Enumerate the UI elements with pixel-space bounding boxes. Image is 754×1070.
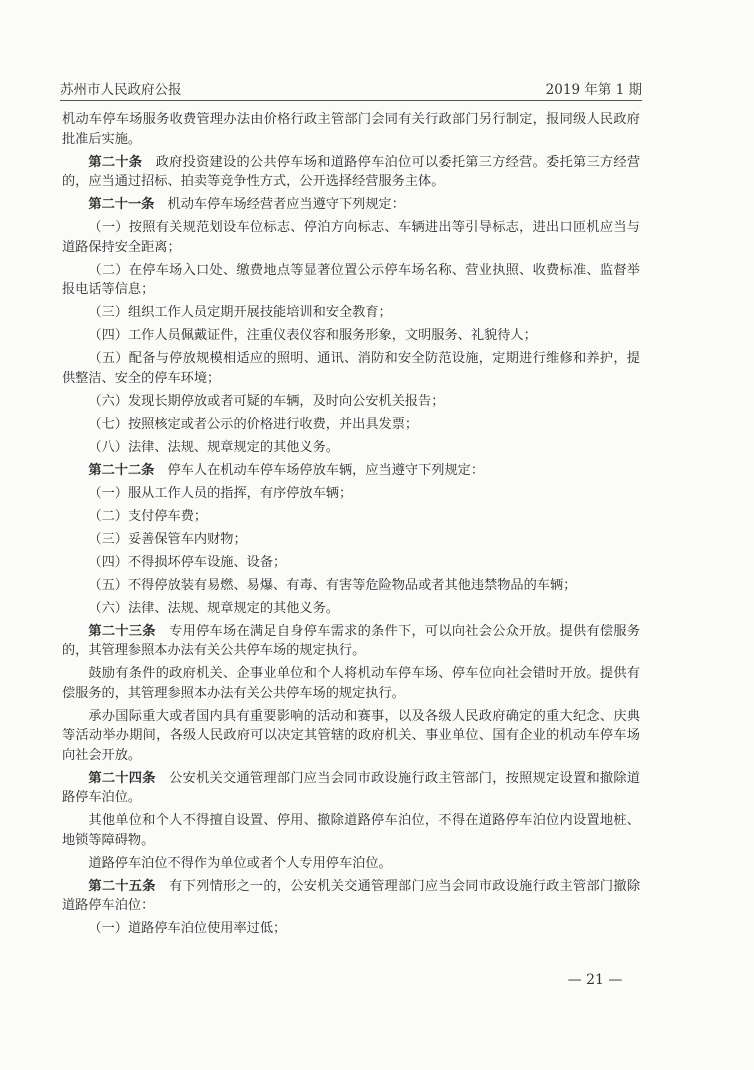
list-item bbox=[62, 811, 640, 850]
list-item bbox=[62, 530, 640, 550]
paragraph-text: 停车人在机动车停车场停放车辆，应当遵守下列规定： bbox=[167, 462, 485, 478]
list-item bbox=[62, 707, 640, 766]
article-paragraph bbox=[62, 195, 640, 215]
list-item bbox=[62, 261, 640, 300]
list-item bbox=[62, 484, 640, 504]
paragraph-text: 公安机关交通管理部门应当会同市政设施行政主管部门，按照规定设置和撤除道路停车泊位。 bbox=[62, 770, 641, 805]
document-body bbox=[62, 110, 640, 942]
list-item bbox=[62, 303, 640, 323]
page-header bbox=[60, 78, 642, 98]
continued-paragraph bbox=[62, 110, 640, 149]
paragraph-text: （四）工作人员佩戴证件，注重仪表仪容和服务形象，文明服务、礼貌待人； bbox=[88, 328, 537, 343]
list-item bbox=[62, 438, 640, 458]
article-label: 第二十一条 bbox=[88, 197, 155, 212]
paragraph-text: （四）不得损坏停车设施、设备； bbox=[88, 554, 287, 570]
paragraph-text: 鼓励有条件的政府机关、企事业单位和个人将机动车停车场、停车位向社会错时开放。提供有偿服务的，其管理参照本办法有关公共停车场的规定执行。 bbox=[62, 666, 640, 701]
list-item bbox=[62, 553, 640, 573]
list-item bbox=[62, 392, 640, 412]
article-label: 第二十条 bbox=[88, 154, 143, 170]
paragraph-text: （八）法律、法规、规章规定的其他义务。 bbox=[88, 439, 339, 455]
publication-title: 苏州市人民政府公报 bbox=[60, 82, 182, 98]
list-item bbox=[62, 854, 640, 874]
paragraph-text: （一）按照有关规范划设车位标志、停泊方向标志、车辆进出等引导标志，进出口匝机应当与道路保持安全距离； bbox=[62, 220, 640, 255]
paragraph-text: （三）组织工作人员定期开展技能培训和安全教育； bbox=[88, 305, 392, 320]
paragraph-text: 机动车停车场服务收费管理办法由价格行政主管部门会同有关行政部门另行制定，报同级人民政府批准后实施。 bbox=[62, 112, 640, 147]
list-item bbox=[62, 326, 640, 346]
paragraph-text: （一）道路停车泊位使用率过低； bbox=[88, 921, 287, 936]
paragraph-text: 道路停车泊位不得作为单位或者个人专用停车泊位。 bbox=[88, 855, 392, 871]
paragraph-text: （六）发现长期停放或者可疑的车辆，及时向公安机关报告； bbox=[88, 393, 445, 409]
paragraph-text: （五）不得停放装有易燃、易爆、有毒、有害等危险物品或者其他违禁物品的车辆； bbox=[88, 577, 577, 593]
paragraph-text: （二）支付停车费； bbox=[88, 508, 208, 524]
paragraph-text: 政府投资建设的公共停车场和道路停车泊位可以委托第三方经营。委托第三方经营的，应当通过招标、拍卖等竞争性方式，公开选择经营服务主体。 bbox=[62, 154, 641, 189]
article-label: 第二十三条 bbox=[88, 623, 156, 639]
paragraph-text: （三）妥善保管车内财物； bbox=[88, 531, 247, 547]
list-item bbox=[62, 415, 640, 435]
paragraph-text: （二）在停车场入口处、缴费地点等显著位置公示停车场名称、营业执照、收费标准、监督举报电话等信息； bbox=[62, 262, 640, 297]
list-item bbox=[62, 576, 640, 596]
list-item bbox=[62, 919, 640, 939]
list-item bbox=[62, 599, 640, 619]
paragraph-text: （一）服从工作人员的指挥，有序停放车辆； bbox=[88, 485, 353, 501]
article-paragraph bbox=[62, 769, 640, 808]
article-label: 第二十四条 bbox=[88, 770, 156, 786]
paragraph-text: 承办国际重大或者国内具有重要影响的活动和赛事，以及各级人民政府确定的重大纪念、庆典等活动举办期间，各级人民政府可以决定其管辖的政府机关、事业单位、国有企业的机动车停车场向社会开放。 bbox=[62, 708, 640, 763]
paragraph-text: 专用停车场在满足自身停车需求的条件下，可以向社会公众开放。提供有偿服务的，其管理参照本办法有关公共停车场的规定执行。 bbox=[62, 623, 641, 658]
page-number: — 21 — bbox=[567, 972, 623, 988]
list-item bbox=[62, 218, 640, 257]
article-paragraph bbox=[62, 877, 640, 916]
list-item bbox=[62, 507, 640, 527]
header-rule bbox=[60, 100, 642, 101]
article-paragraph bbox=[62, 153, 640, 192]
article-label: 第二十五条 bbox=[88, 878, 156, 894]
paragraph-text: （五）配备与停放规模相适应的照明、通讯、消防和安全防范设施，定期进行维修和养护，提供整洁、安全的停车环境； bbox=[62, 351, 640, 386]
issue-label: 2019 年第 1 期 bbox=[545, 82, 642, 98]
list-item bbox=[62, 349, 640, 388]
article-paragraph bbox=[62, 622, 640, 661]
paragraph-text: 机动车停车场经营者应当遵守下列规定： bbox=[167, 197, 405, 212]
article-paragraph bbox=[62, 461, 640, 481]
paragraph-text: 其他单位和个人不得擅自设置、停用、撤除道路停车泊位，不得在道路停车泊位内设置地桩、地锁等障碍物。 bbox=[62, 813, 640, 848]
list-item bbox=[62, 664, 640, 703]
paragraph-text: （七）按照核定或者公示的价格进行收费，并出具发票； bbox=[88, 416, 419, 432]
paragraph-text: 有下列情形之一的，公安机关交通管理部门应当会同市政设施行政主管部门撤除道路停车泊位： bbox=[62, 878, 641, 913]
paragraph-text: （六）法律、法规、规章规定的其他义务。 bbox=[88, 600, 339, 616]
article-label: 第二十二条 bbox=[88, 462, 155, 478]
